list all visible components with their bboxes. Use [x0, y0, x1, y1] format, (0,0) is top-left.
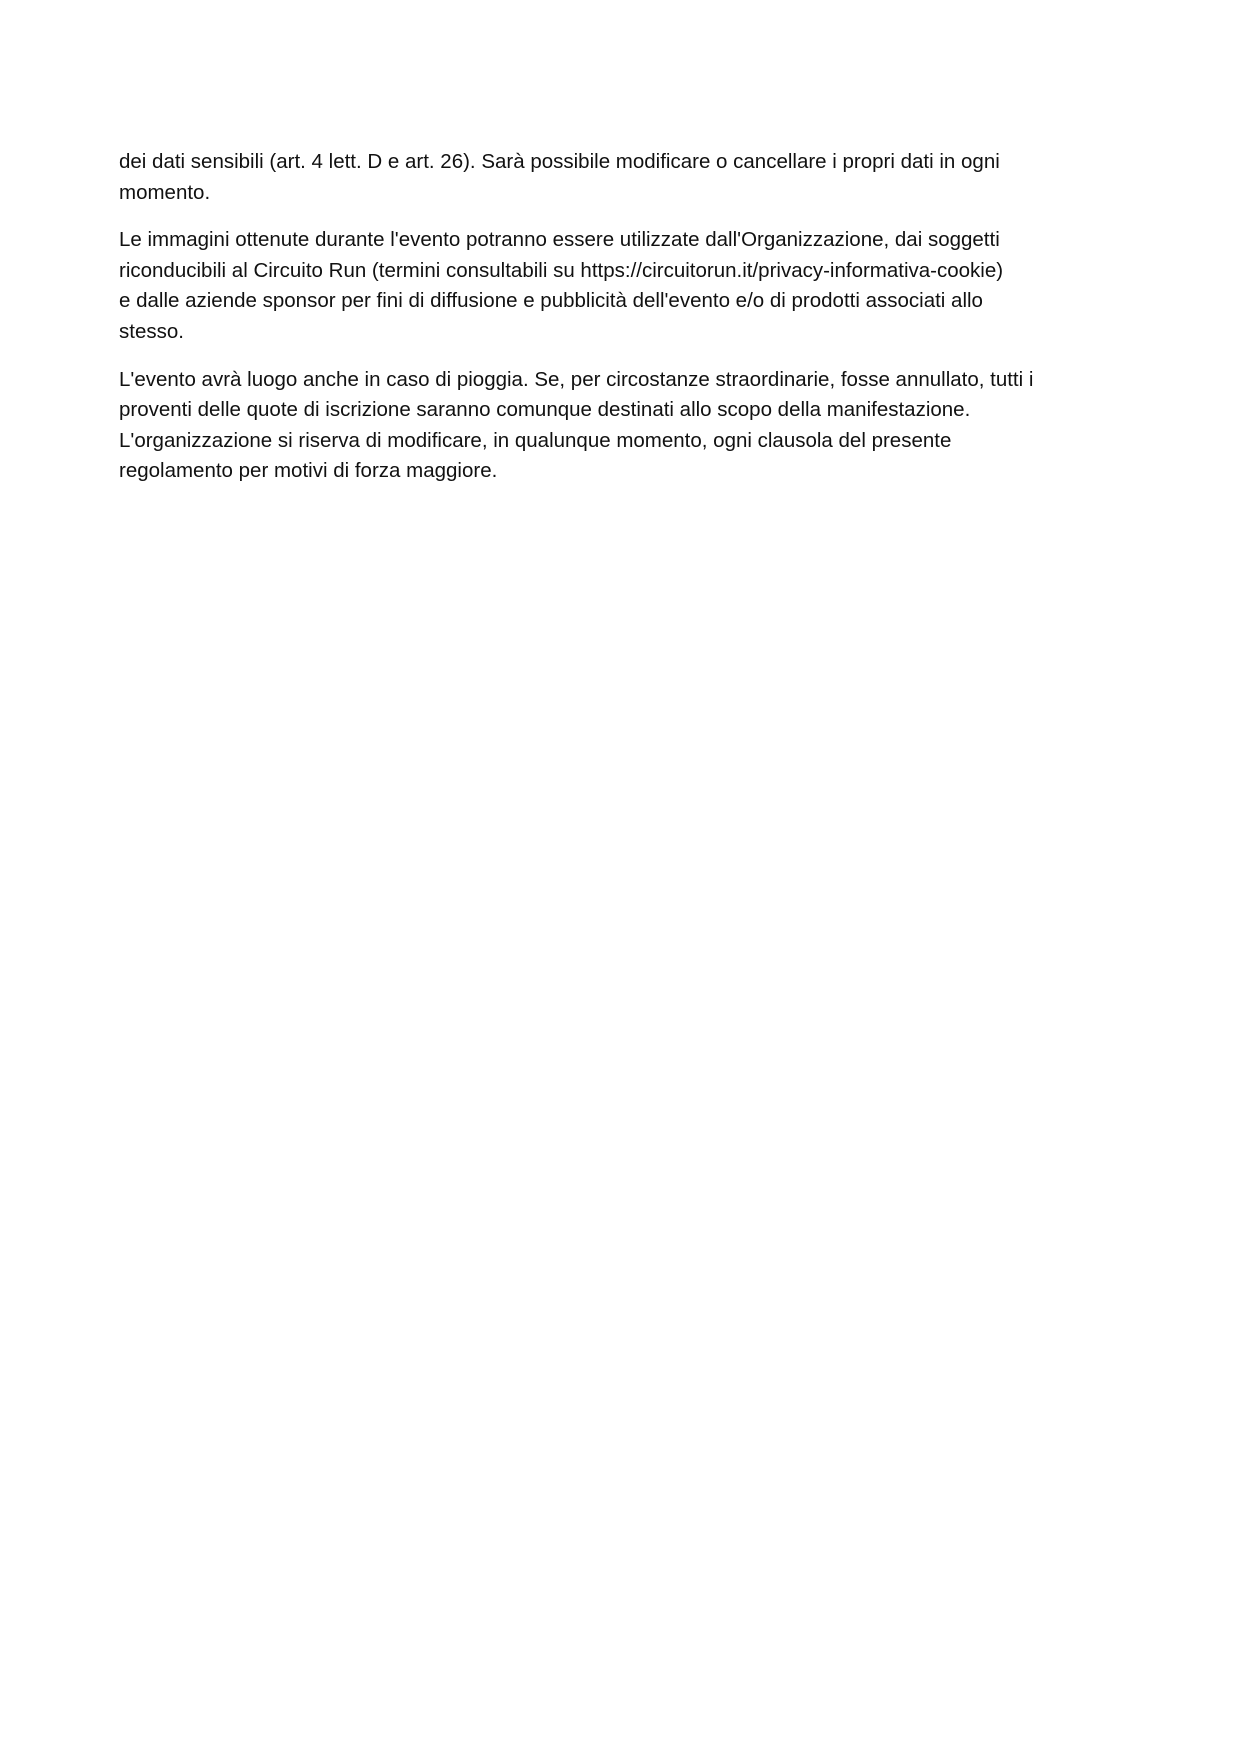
document-body — [119, 147, 1119, 504]
paragraph-event-conditions: L'evento avrà luogo anche in caso di pioggia. Se, per circostanze straordinarie, fosse annullato, tutti i proventi delle quote di iscrizione saranno comunque destinati allo scopo della manifestazione. L'organizzazione si riserva di modificare, in qualunque momento, ogni clausola del presente regolamento per motivi di forza maggiore. — [119, 367, 1034, 483]
paragraph-data-privacy: dei dati sensibili (art. 4 lett. D e art. 26). Sarà possibile modificare o cancellare i propri dati in ogni momento. — [119, 150, 1000, 204]
paragraph-image-usage: Le immagini ottenute durante l'evento potranno essere utilizzate dall'Organizzazione, dai soggetti riconducibili al Circuito Run (termini consultabili su https://circuitorun.it/privacy-informativa-cookie) e dalle aziende sponsor per fini di diffusione e pubblicità dell'evento e/o di prodotti associati allo stesso. — [119, 228, 1004, 343]
